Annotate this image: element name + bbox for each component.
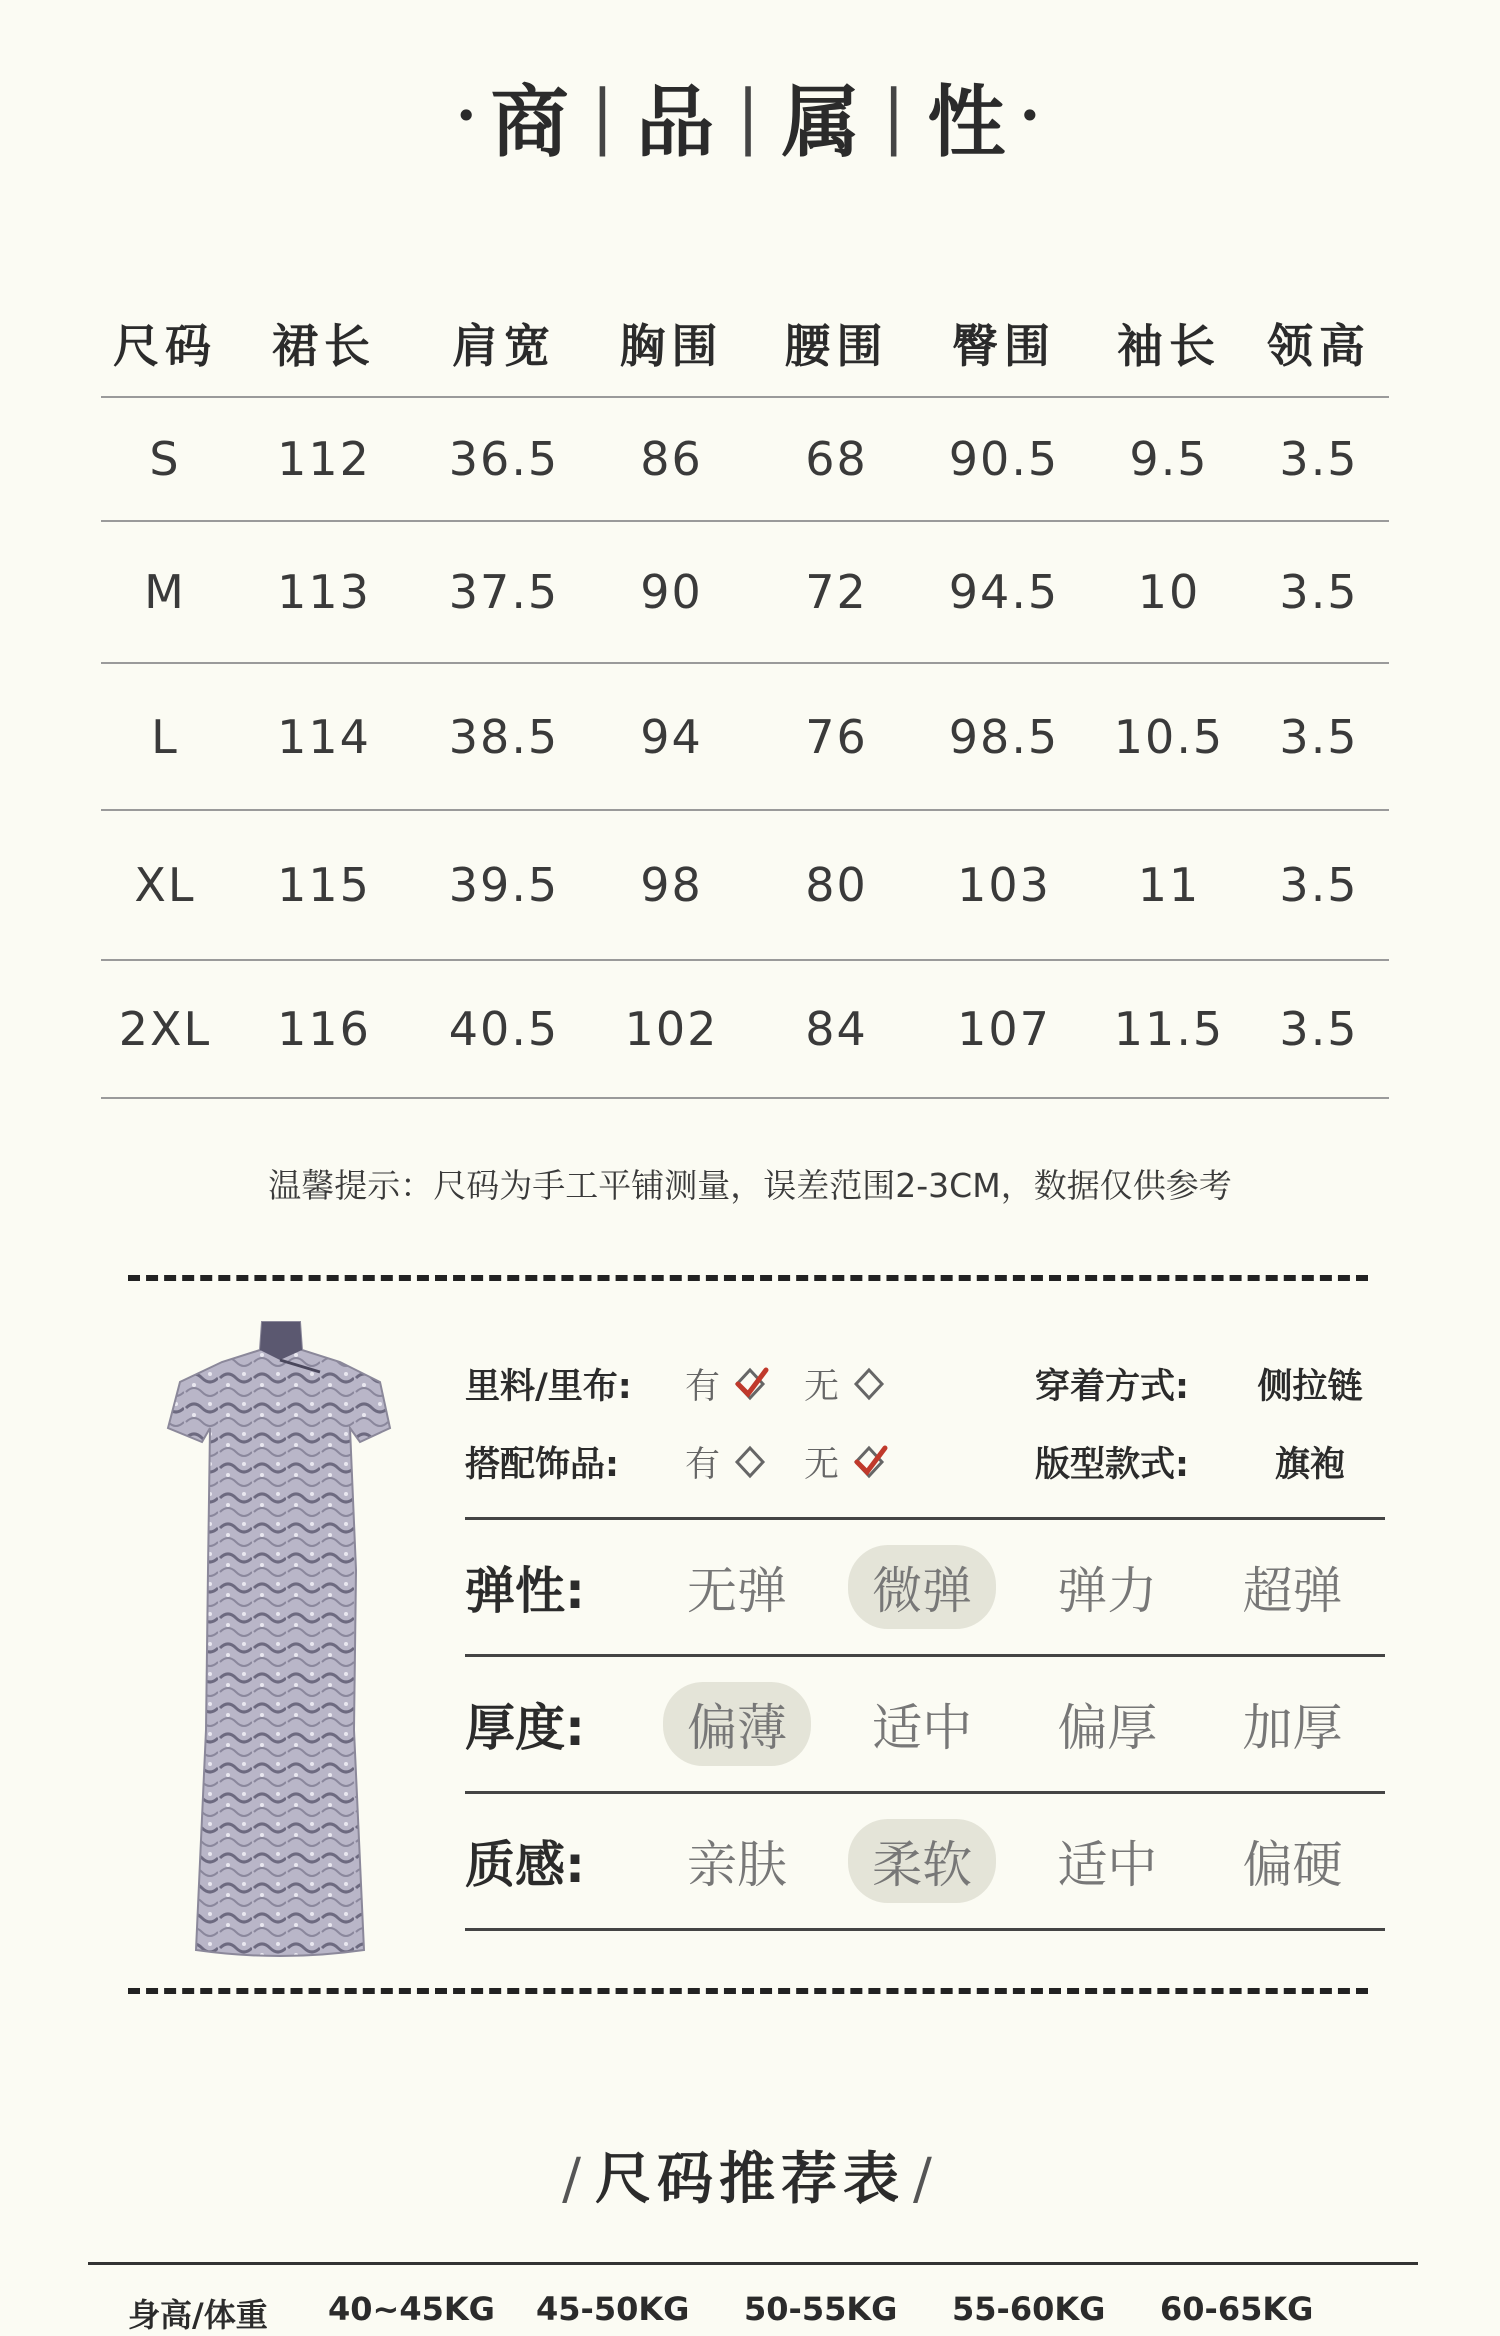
header-cell: 领高 [1267,319,1371,373]
table-cell: 86 [640,432,703,486]
grade-option-label: 偏硬 [1242,1836,1343,1894]
checked-icon [849,1442,889,1482]
table-cell: 3.5 [1279,709,1359,764]
table-cell: 37.5 [448,565,560,619]
table-cell: M [144,565,186,619]
grade-option [830,1682,1015,1766]
grade-option [1200,1682,1385,1766]
table-cell: 39.5 [448,858,560,912]
table-cell: 68 [805,432,868,486]
table-cell: 115 [277,858,371,912]
dashed-divider [128,1275,1368,1281]
grade-row [465,1657,1385,1794]
table-cell: 94.5 [948,565,1060,619]
table-row [101,662,1389,809]
grade-row [465,1520,1385,1657]
grade-option-label: 柔软 [848,1819,996,1903]
grade-option [1200,1545,1385,1629]
table-cell: 3.5 [1279,858,1359,912]
grade-option [1015,1819,1200,1903]
table-cell: 102 [624,1002,719,1056]
table-row [101,520,1389,662]
grade-option-label: 超弹 [1242,1562,1343,1620]
table-cell: 3.5 [1279,432,1359,486]
table-row [101,809,1389,959]
table-cell: 94 [640,709,703,764]
table-cell: 113 [277,565,371,619]
recommend-header-cell: 身高/体重 [128,2296,268,2334]
table-cell: 3.5 [1279,565,1359,619]
table-cell: 103 [957,858,1051,912]
checked-icon [730,1364,770,1404]
grade-option-selected [644,1682,829,1766]
recommend-header-cell: 55-60KG [952,2290,1106,2328]
dress-image [150,1310,410,1970]
header-cell: 袖长 [1117,319,1221,373]
recommend-title: / 尺码推荐表 / [562,2146,938,2212]
header-cell: 尺码 [113,319,217,373]
table-cell: 3.5 [1279,1002,1359,1056]
title-char: 性 [927,77,1010,168]
grade-option [644,1819,829,1903]
grade-label: 厚度: [465,1699,585,1757]
table-cell: 112 [277,432,371,486]
header-cell: 臀围 [952,319,1056,373]
grade-option-label: 弹力 [1057,1562,1158,1620]
header-cell: 胸围 [619,319,724,373]
title-char: 品 [636,77,719,168]
table-cell: 116 [277,1002,371,1056]
header-cell: 裙长 [272,319,376,373]
table-cell: XL [134,858,196,912]
lining-yes: 有 [685,1367,721,1407]
grade-option-label: 偏厚 [1057,1699,1158,1757]
table-cell: 2XL [118,1002,212,1056]
table-cell: 80 [805,858,868,912]
table-cell: 114 [277,709,371,764]
grade-option-label: 微弹 [848,1545,996,1629]
grade-option [1015,1682,1200,1766]
recommend-divider [88,2262,1418,2265]
style-value: 旗袍 [1274,1445,1345,1485]
grade-label: 弹性: [465,1562,585,1620]
lining-row [465,1345,1385,1423]
table-cell: 10.5 [1113,709,1225,764]
size-table-header [101,290,1389,396]
lining-no: 无 [804,1367,840,1407]
recommend-header-cell: 40~45KG [328,2290,495,2328]
style-label: 版型款式: [1035,1445,1189,1485]
table-row [101,959,1389,1099]
accessories-row [465,1423,1385,1501]
table-cell: 11 [1137,858,1201,912]
table-cell: 38.5 [448,709,560,764]
product-attributes [465,1345,1385,1931]
table-cell: 9.5 [1129,432,1209,486]
table-row [101,396,1389,520]
title-char: 属 [781,77,864,168]
wear-label: 穿着方式: [1035,1367,1189,1407]
grade-option-label: 亲肤 [687,1836,788,1894]
grade-option-label: 加厚 [1242,1699,1343,1757]
table-cell: L [151,709,179,764]
header-cell: 腰围 [784,319,889,373]
measurement-tip: 温馨提示：尺码为手工平铺测量，误差范围2-3CM，数据仅供参考 [268,1166,1232,1205]
unchecked-icon [730,1442,770,1482]
unchecked-icon [849,1364,889,1404]
grade-option [1200,1819,1385,1903]
table-cell: 36.5 [448,432,560,486]
grade-option [644,1545,829,1629]
table-cell: 90 [640,565,703,619]
recommend-header-cell: 60-65KG [1160,2290,1314,2328]
table-cell: 84 [805,1002,868,1056]
recommend-title-text: 尺码推荐表 [595,2146,905,2212]
table-cell: 76 [805,709,868,764]
grade-option-label: 无弹 [687,1562,788,1620]
grade-row [465,1794,1385,1931]
table-cell: 98.5 [948,709,1060,764]
table-cell: 11.5 [1113,1002,1225,1056]
wear-value: 侧拉链 [1257,1367,1363,1407]
table-cell: 10 [1137,565,1201,619]
table-cell: 40.5 [448,1002,560,1056]
dashed-divider [128,1988,1368,1994]
recommend-header [128,2290,1368,2336]
title-char: 商 [490,77,573,168]
grade-option-label: 适中 [1057,1836,1158,1894]
grade-option-label: 偏薄 [663,1682,811,1766]
accessories-yes: 有 [685,1445,721,1485]
table-cell: S [149,432,181,486]
table-cell: 90.5 [948,432,1060,486]
page-title: · 商 | 品 | 属 | 性 · [0,60,1500,172]
grade-label: 质感: [465,1836,585,1894]
grade-option-label: 适中 [872,1699,973,1757]
header-cell: 肩宽 [452,319,556,373]
size-table [101,290,1389,1099]
grade-option-selected [830,1819,1015,1903]
accessories-no: 无 [804,1445,840,1485]
recommend-header-cell: 50-55KG [744,2290,898,2328]
accessories-label: 搭配饰品: [465,1445,619,1485]
grade-option-selected [830,1545,1015,1629]
table-cell: 72 [805,565,868,619]
recommend-header-cell: 45-50KG [536,2290,690,2328]
grade-option [1015,1545,1200,1629]
table-cell: 107 [957,1002,1051,1056]
lining-label: 里料/里布: [465,1367,632,1407]
table-cell: 98 [640,858,703,912]
